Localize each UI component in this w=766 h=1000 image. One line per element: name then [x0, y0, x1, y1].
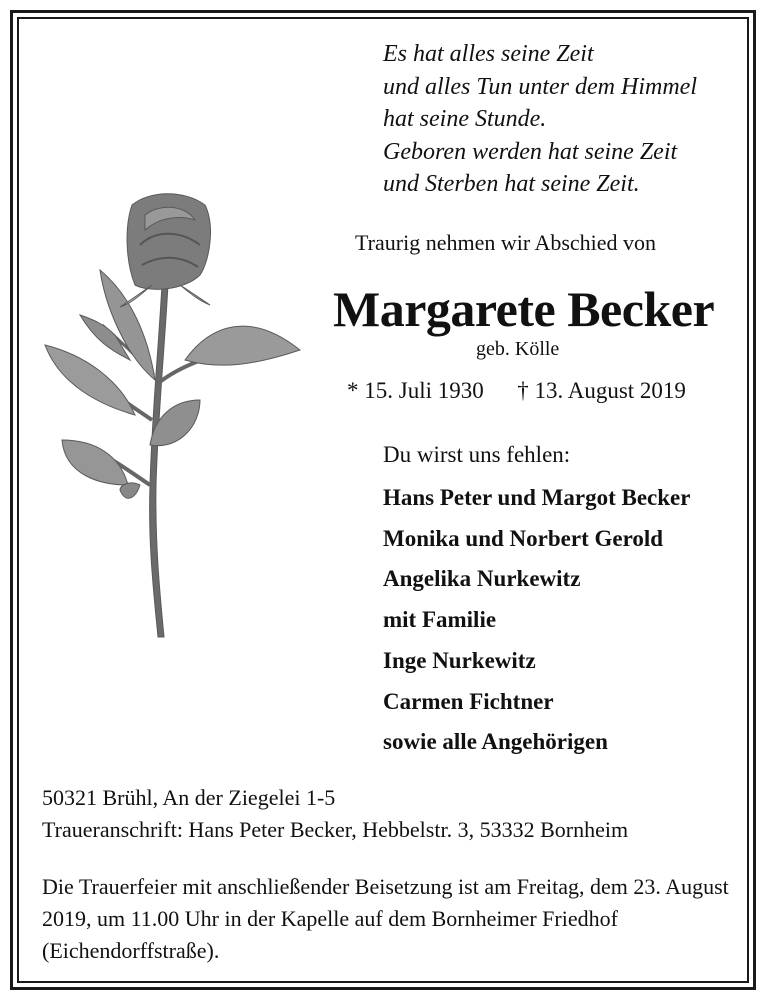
mourner-name: Inge Nurkewitz	[383, 647, 536, 673]
address-block	[42, 782, 628, 846]
rose-icon	[40, 185, 310, 645]
mourner-name: mit Familie	[383, 607, 497, 633]
life-dates	[347, 378, 686, 404]
maiden-name: geb. Kölle	[476, 338, 560, 360]
death-date: 13. August 2019	[534, 378, 686, 403]
verse-line: und alles Tun unter dem Himmel	[383, 73, 697, 100]
verse-line: Es hat alles seine Zeit	[383, 41, 594, 67]
verse-line: Geboren werden hat seine Zeit	[383, 138, 678, 165]
death-symbol: †	[517, 378, 529, 403]
mourner-name: Monika und Norbert Gerold	[383, 525, 664, 551]
verse-line: und Sterben hat seine Zeit.	[383, 171, 640, 197]
deceased-name: Margarete Becker	[333, 281, 715, 337]
mourners-list	[383, 478, 690, 763]
condolence-address: Traueranschrift: Hans Peter Becker, Hebbelstr. 3, 53332 Bornheim	[42, 817, 629, 842]
mourners-intro: Du wirst uns fehlen:	[383, 442, 571, 467]
mourner-name: Carmen Fichtner	[383, 688, 554, 714]
birth-date: 15. Juli 1930	[364, 378, 484, 403]
ceremony-notice: Die Trauerfeier mit anschließender Beisetzung ist am Freitag, dem 23. August 2019, um 11.00 Uhr in der Kapelle auf dem Bornheimer Friedhof (Eichendorffstraße).	[42, 874, 729, 963]
verse-line: hat seine Stunde.	[383, 106, 547, 132]
mourner-name: Angelika Nurkewitz	[383, 566, 581, 592]
mourner-name: sowie alle Angehörigen	[383, 729, 608, 755]
mourner-name: Hans Peter und Margot Becker	[383, 485, 691, 510]
verse	[383, 38, 697, 201]
birth-symbol: *	[347, 378, 359, 403]
address-line: 50321 Brühl, An der Ziegelei 1-5	[42, 785, 336, 810]
farewell-intro: Traurig nehmen wir Abschied von	[355, 230, 657, 255]
